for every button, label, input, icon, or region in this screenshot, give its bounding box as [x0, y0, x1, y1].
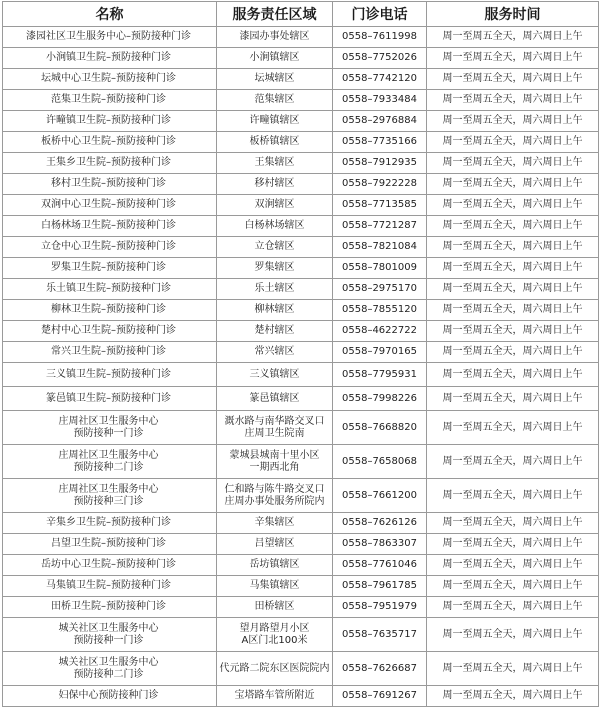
table-row — [3, 216, 599, 237]
cell-phone: 0558–7626126 — [333, 513, 427, 534]
table-body — [3, 27, 599, 707]
cell-phone: 0558–7998226 — [333, 387, 427, 411]
cell-phone: 0558–7668820 — [333, 411, 427, 445]
cell-phone: 0558–7713585 — [333, 195, 427, 216]
table-row — [3, 132, 599, 153]
cell-phone: 0558–7821084 — [333, 237, 427, 258]
cell-phone: 0558–7922228 — [333, 174, 427, 195]
cell-phone: 0558–7742120 — [333, 69, 427, 90]
cell-phone: 0558–7611998 — [333, 27, 427, 48]
table-row — [3, 27, 599, 48]
cell-time: 周一至周五全天，周六周日上午 — [427, 321, 599, 342]
cell-name: 庄周社区卫生服务中心 预防接种二门诊 — [3, 445, 217, 479]
cell-name: 田桥卫生院–预防接种门诊 — [3, 597, 217, 618]
table-row — [3, 258, 599, 279]
cell-area: 许疃镇辖区 — [217, 111, 333, 132]
cell-time: 周一至周五全天，周六周日上午 — [427, 555, 599, 576]
cell-phone: 0558–7661200 — [333, 479, 427, 513]
table-row — [3, 411, 599, 445]
cell-area: 马集镇辖区 — [217, 576, 333, 597]
cell-area: 罗集辖区 — [217, 258, 333, 279]
cell-name: 立仓中心卫生院–预防接种门诊 — [3, 237, 217, 258]
cell-area: 三义镇辖区 — [217, 363, 333, 387]
header-row — [3, 2, 599, 27]
cell-time: 周一至周五全天，周六周日上午 — [427, 69, 599, 90]
cell-time: 周一至周五全天，周六周日上午 — [427, 258, 599, 279]
cell-area: 田桥辖区 — [217, 597, 333, 618]
table-row — [3, 90, 599, 111]
table-row — [3, 321, 599, 342]
cell-area: 白杨林场辖区 — [217, 216, 333, 237]
cell-name: 三义镇卫生院–预防接种门诊 — [3, 363, 217, 387]
cell-area: 柳林辖区 — [217, 300, 333, 321]
cell-phone: 0558–7970165 — [333, 342, 427, 363]
cell-phone: 0558–7795931 — [333, 363, 427, 387]
cell-name: 板桥中心卫生院–预防接种门诊 — [3, 132, 217, 153]
cell-time: 周一至周五全天，周六周日上午 — [427, 597, 599, 618]
table-row — [3, 555, 599, 576]
header-area: 服务责任区域 — [217, 2, 333, 27]
cell-name: 移村卫生院–预防接种门诊 — [3, 174, 217, 195]
cell-time: 周一至周五全天，周六周日上午 — [427, 48, 599, 69]
cell-time: 周一至周五全天，周六周日上午 — [427, 363, 599, 387]
cell-area: 常兴辖区 — [217, 342, 333, 363]
cell-time: 周一至周五全天，周六周日上午 — [427, 652, 599, 686]
cell-phone: 0558–7855120 — [333, 300, 427, 321]
cell-phone: 0558–2975170 — [333, 279, 427, 300]
cell-time: 周一至周五全天，周六周日上午 — [427, 195, 599, 216]
cell-phone: 0558–2976884 — [333, 111, 427, 132]
cell-area: 篆邑镇辖区 — [217, 387, 333, 411]
cell-time: 周一至周五全天，周六周日上午 — [427, 279, 599, 300]
cell-area: 楚村辖区 — [217, 321, 333, 342]
table-row — [3, 279, 599, 300]
table-row — [3, 576, 599, 597]
cell-area: 双涧辖区 — [217, 195, 333, 216]
table-row — [3, 174, 599, 195]
cell-time: 周一至周五全天，周六周日上午 — [427, 300, 599, 321]
cell-area: 辛集辖区 — [217, 513, 333, 534]
cell-area: 王集辖区 — [217, 153, 333, 174]
table-row — [3, 342, 599, 363]
cell-name: 双涧中心卫生院–预防接种门诊 — [3, 195, 217, 216]
cell-area: 乐土辖区 — [217, 279, 333, 300]
cell-phone: 0558–7801009 — [333, 258, 427, 279]
cell-name: 白杨林场卫生院–预防接种门诊 — [3, 216, 217, 237]
table-row — [3, 153, 599, 174]
cell-name: 吕望卫生院–预防接种门诊 — [3, 534, 217, 555]
cell-area: 望月路望月小区 A区门北100米 — [217, 618, 333, 652]
table-row — [3, 445, 599, 479]
table-row — [3, 300, 599, 321]
cell-time: 周一至周五全天，周六周日上午 — [427, 111, 599, 132]
cell-area: 立仓辖区 — [217, 237, 333, 258]
cell-time: 周一至周五全天，周六周日上午 — [427, 411, 599, 445]
cell-phone: 0558–7752026 — [333, 48, 427, 69]
cell-time: 周一至周五全天，周六周日上午 — [427, 513, 599, 534]
table-row — [3, 363, 599, 387]
cell-time: 周一至周五全天，周六周日上午 — [427, 342, 599, 363]
cell-time: 周一至周五全天，周六周日上午 — [427, 27, 599, 48]
table-row — [3, 618, 599, 652]
cell-phone: 0558–4622722 — [333, 321, 427, 342]
cell-name: 常兴卫生院–预防接种门诊 — [3, 342, 217, 363]
cell-name: 乐土镇卫生院–预防接种门诊 — [3, 279, 217, 300]
cell-name: 小涧镇卫生院–预防接种门诊 — [3, 48, 217, 69]
cell-name: 篆邑镇卫生院–预防接种门诊 — [3, 387, 217, 411]
cell-area: 漆园办事处辖区 — [217, 27, 333, 48]
cell-area: 溉水路与南华路交叉口 庄周卫生院南 — [217, 411, 333, 445]
cell-name: 马集镇卫生院–预防接种门诊 — [3, 576, 217, 597]
cell-time: 周一至周五全天，周六周日上午 — [427, 479, 599, 513]
cell-name: 罗集卫生院–预防接种门诊 — [3, 258, 217, 279]
table-row — [3, 195, 599, 216]
cell-area: 蒙城县城南十里小区 一期西北角 — [217, 445, 333, 479]
cell-phone: 0558–7863307 — [333, 534, 427, 555]
cell-name: 妇保中心预防接种门诊 — [3, 686, 217, 707]
table-row — [3, 479, 599, 513]
cell-time: 周一至周五全天，周六周日上午 — [427, 618, 599, 652]
cell-name: 许疃镇卫生院–预防接种门诊 — [3, 111, 217, 132]
cell-phone: 0558–7721287 — [333, 216, 427, 237]
cell-area: 范集辖区 — [217, 90, 333, 111]
cell-area: 坛城辖区 — [217, 69, 333, 90]
cell-time: 周一至周五全天，周六周日上午 — [427, 237, 599, 258]
cell-area: 代元路二院东区医院院内 — [217, 652, 333, 686]
cell-name: 柳林卫生院–预防接种门诊 — [3, 300, 217, 321]
cell-area: 小涧镇辖区 — [217, 48, 333, 69]
cell-name: 庄周社区卫生服务中心 预防接种一门诊 — [3, 411, 217, 445]
cell-phone: 0558–7635717 — [333, 618, 427, 652]
cell-name: 坛城中心卫生院–预防接种门诊 — [3, 69, 217, 90]
table-row — [3, 652, 599, 686]
cell-phone: 0558–7658068 — [333, 445, 427, 479]
cell-name: 楚村中心卫生院–预防接种门诊 — [3, 321, 217, 342]
cell-time: 周一至周五全天，周六周日上午 — [427, 686, 599, 707]
cell-name: 辛集乡卫生院–预防接种门诊 — [3, 513, 217, 534]
cell-time: 周一至周五全天，周六周日上午 — [427, 387, 599, 411]
table-row — [3, 237, 599, 258]
cell-area: 吕望辖区 — [217, 534, 333, 555]
cell-name: 岳坊中心卫生院–预防接种门诊 — [3, 555, 217, 576]
table-row — [3, 48, 599, 69]
table-row — [3, 534, 599, 555]
cell-area: 移村辖区 — [217, 174, 333, 195]
table-row — [3, 387, 599, 411]
cell-name: 范集卫生院–预防接种门诊 — [3, 90, 217, 111]
cell-phone: 0558–7691267 — [333, 686, 427, 707]
cell-time: 周一至周五全天，周六周日上午 — [427, 445, 599, 479]
cell-name: 庄周社区卫生服务中心 预防接种三门诊 — [3, 479, 217, 513]
cell-name: 漆园社区卫生服务中心–预防接种门诊 — [3, 27, 217, 48]
header-name: 名称 — [3, 2, 217, 27]
cell-time: 周一至周五全天，周六周日上午 — [427, 90, 599, 111]
cell-name: 城关社区卫生服务中心 预防接种一门诊 — [3, 618, 217, 652]
cell-phone: 0558–7933484 — [333, 90, 427, 111]
cell-phone: 0558–7961785 — [333, 576, 427, 597]
cell-phone: 0558–7912935 — [333, 153, 427, 174]
cell-phone: 0558–7626687 — [333, 652, 427, 686]
cell-time: 周一至周五全天，周六周日上午 — [427, 576, 599, 597]
cell-area: 仁和路与陈牛路交叉口 庄周办事处服务所院内 — [217, 479, 333, 513]
table-row — [3, 597, 599, 618]
table-row — [3, 686, 599, 707]
cell-phone: 0558–7951979 — [333, 597, 427, 618]
cell-area: 岳坊镇辖区 — [217, 555, 333, 576]
table-row — [3, 513, 599, 534]
cell-name: 城关社区卫生服务中心 预防接种二门诊 — [3, 652, 217, 686]
header-time: 服务时间 — [427, 2, 599, 27]
cell-name: 王集乡卫生院–预防接种门诊 — [3, 153, 217, 174]
cell-time: 周一至周五全天，周六周日上午 — [427, 216, 599, 237]
header-phone: 门诊电话 — [333, 2, 427, 27]
cell-phone: 0558–7735166 — [333, 132, 427, 153]
cell-time: 周一至周五全天，周六周日上午 — [427, 153, 599, 174]
cell-time: 周一至周五全天，周六周日上午 — [427, 174, 599, 195]
table-row — [3, 111, 599, 132]
cell-area: 宝塔路车管所附近 — [217, 686, 333, 707]
table-row — [3, 69, 599, 90]
cell-time: 周一至周五全天，周六周日上午 — [427, 534, 599, 555]
cell-area: 板桥镇辖区 — [217, 132, 333, 153]
clinic-table — [2, 1, 599, 707]
cell-time: 周一至周五全天，周六周日上午 — [427, 132, 599, 153]
cell-phone: 0558–7761046 — [333, 555, 427, 576]
